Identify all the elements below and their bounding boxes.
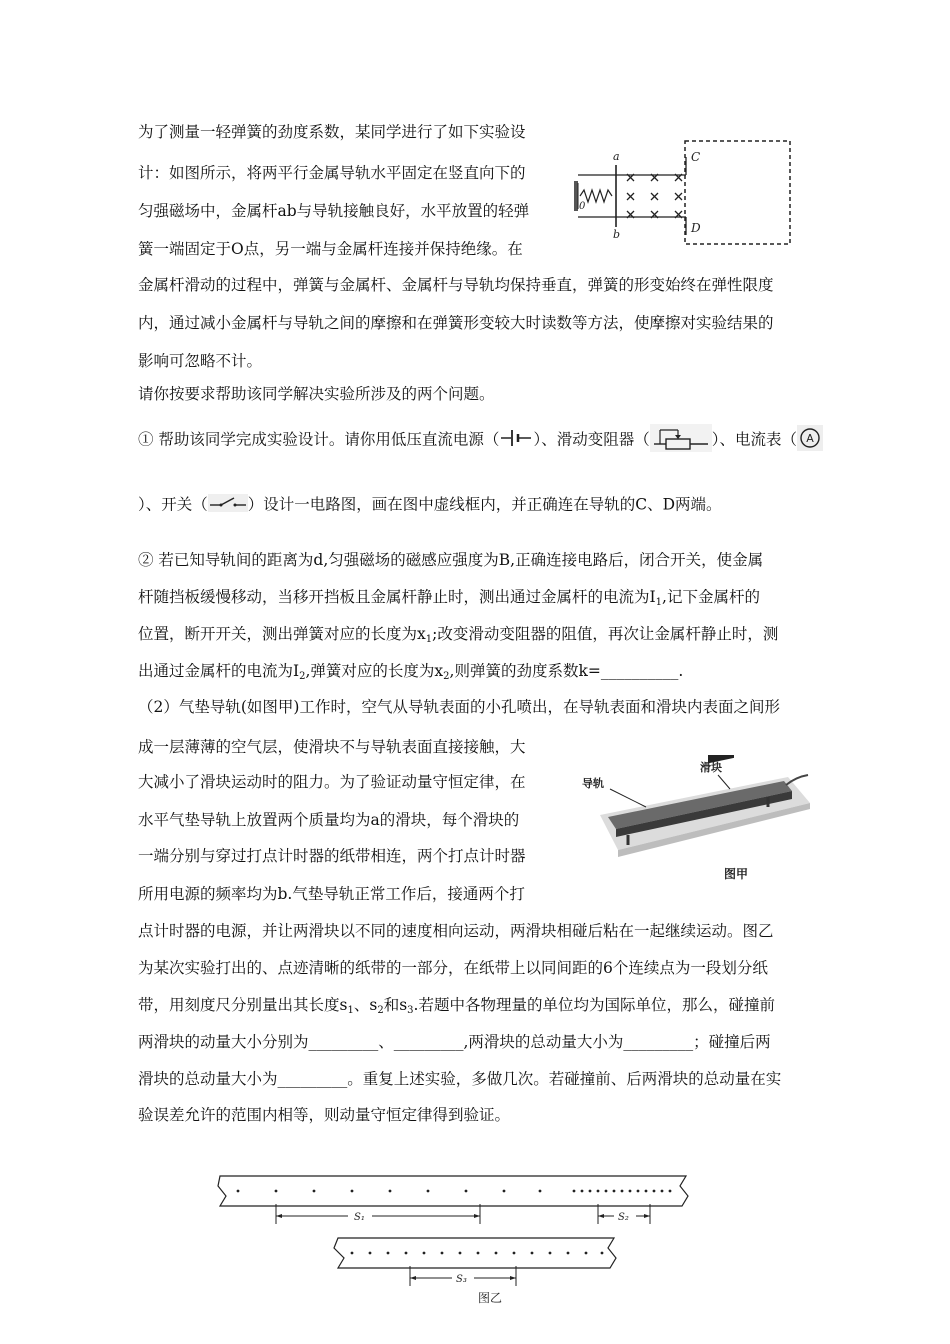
- tape-figure: [210, 1168, 700, 1308]
- text-line: 影响可忽略不计。: [138, 352, 263, 370]
- text-line: 滑块的总动量大小为_________。重复上述实验，多做几次。若碰撞前、后两滑块的总动量在实: [138, 1070, 782, 1088]
- switch-icon: [208, 494, 248, 517]
- air-track-figure: [578, 755, 818, 885]
- text-line: 为某次实验打出的、点迹清晰的纸带的一部分，在纸带上以同间距的6个连续点为一段划分纸: [138, 959, 768, 977]
- svg-text:A: A: [806, 432, 814, 445]
- text-line: 一端分别与穿过打点计时器的纸带相连，两个打点计时器: [138, 847, 526, 865]
- dc-source-icon: [499, 427, 533, 454]
- text-line: 计：如图所示，将两平行金属导轨水平固定在竖直向下的: [138, 164, 526, 182]
- caption-yi: 图乙: [478, 1291, 503, 1305]
- label-a: a: [613, 150, 620, 163]
- text-line: 为了测量一轻弹簧的劲度系数，某同学进行了如下实验设: [138, 123, 526, 141]
- text-line: 大减小了滑块运动时的阻力。为了验证动量守恒定律，在: [138, 773, 526, 791]
- text-line: 匀强磁场中，金属杆ab与导轨接触良好，水平放置的轻弹: [138, 202, 530, 220]
- label-o: 0: [579, 201, 586, 212]
- question-1-line-2: ）、开关（ ）设计一电路图，画在图中虚线框内，并正确连在导轨的C、D两端。: [138, 494, 722, 517]
- text-line: ② 若已知导轨间的距离为d,匀强磁场的磁感应强度为B,正确连接电路后，闭合开关，使金属: [138, 551, 764, 569]
- label-rail: 导轨: [582, 777, 604, 790]
- question-1-line: ① 帮助该同学完成实验设计。请你用低压直流电源（ ）、滑动变阻器（ ）、电流表（ A: [138, 424, 823, 457]
- text-line: 带，用刻度尺分别量出其长度$s_1$、$s_2$和$s_3$.若题中各物理量的单位均为国际单位，那么，碰撞前: [138, 996, 775, 1016]
- label-c: C: [691, 150, 701, 164]
- text-line: 内，通过减小金属杆与导轨之间的摩擦和在弹簧形变较大时读数等方法，使摩擦对实验结果的: [138, 314, 774, 332]
- text-line: 请你按要求帮助该同学解决实验所涉及的两个问题。: [138, 385, 495, 403]
- text-line: 金属杆滑动的过程中，弹簧与金属杆、金属杆与导轨均保持垂直，弹簧的形变始终在弹性限度: [138, 276, 774, 294]
- label-b: b: [613, 228, 621, 241]
- label-slider: 滑块: [700, 761, 722, 774]
- label-s1: S₁: [354, 1212, 365, 1223]
- label-s3: S₃: [456, 1274, 467, 1285]
- label-s2: S₂: [618, 1212, 629, 1223]
- text-line: 水平气垫导轨上放置两个质量均为a的滑块，每个滑块的: [138, 811, 520, 829]
- rail-field-figure: [568, 135, 798, 250]
- text-line: 杆随挡板缓慢移动，当移开挡板且金属杆静止时，测出通过金属杆的电流为$I_1$,记下金属杆的: [138, 588, 760, 608]
- caption-jia: 图甲: [724, 867, 749, 881]
- label-d: D: [691, 221, 701, 235]
- text-line: 验误差允许的范围内相等，则动量守恒定律得到验证。: [138, 1106, 511, 1124]
- text-line: （2）气垫导轨(如图甲)工作时，空气从导轨表面的小孔喷出，在导轨表面和滑块内表面之间形: [138, 698, 780, 716]
- text-line: 点计时器的电源，并让两滑块以不同的速度相向运动，两滑块相碰后粘在一起继续运动。图乙: [138, 922, 774, 940]
- text-line: 位置，断开开关，测出弹簧对应的长度为$x_1$;改变滑动变阻器的阻值，再次让金属杆静止时，测: [138, 625, 779, 645]
- text-line: 簧一端固定于O点，另一端与金属杆连接并保持绝缘。在: [138, 240, 523, 258]
- text-line: 出通过金属杆的电流为$I_2$,弹簧对应的长度为$x_2$,则弹簧的劲度系数k=__________.: [138, 662, 684, 682]
- ammeter-icon: [797, 425, 823, 456]
- rheostat-icon: [650, 424, 712, 457]
- text-line: 所用电源的频率均为b.气垫导轨正常工作后，接通两个打: [138, 885, 525, 903]
- text-line: 成一层薄薄的空气层，使滑块不与导轨表面直接接触，大: [138, 738, 526, 756]
- text-line: 两滑块的动量大小分别为_________、_________,两滑块的总动量大小为_________；碰撞后两: [138, 1033, 771, 1051]
